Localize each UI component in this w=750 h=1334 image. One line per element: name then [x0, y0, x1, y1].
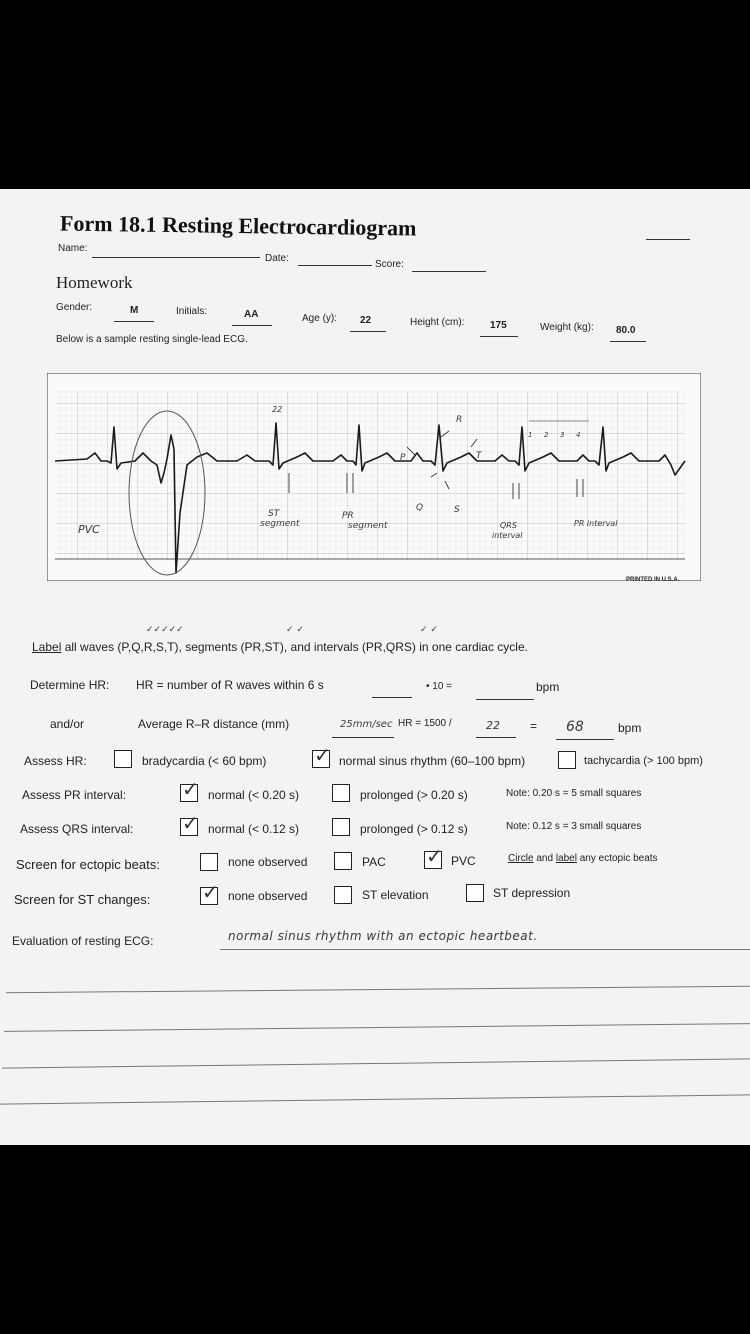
height-value[interactable]: 175 [490, 320, 507, 331]
initials-line [232, 325, 272, 326]
assess-hr-label: Assess HR: [24, 754, 87, 768]
pr-note: Note: 0.20 s = 5 small squares [506, 788, 642, 799]
checkmark-icon: ✓ [426, 844, 443, 868]
ecg-annot-n1: 1 [528, 431, 533, 439]
pr-prolonged-checkbox[interactable] [332, 784, 350, 802]
bradycardia-label: bradycardia (< 60 bpm) [142, 754, 267, 768]
weight-line [610, 341, 646, 342]
ecg-annot-r: R [456, 415, 463, 425]
st-depression-checkbox[interactable] [466, 884, 484, 902]
qrs-prolonged-label: prolonged (> 0.12 s) [360, 822, 468, 836]
rr-distance-value[interactable]: 25mm/sec [340, 719, 393, 730]
worksheet-page [0, 189, 750, 1145]
evaluation-line-5 [0, 1094, 750, 1104]
checkmark-icon: ✓ [314, 743, 331, 767]
ecg-annot-pvc: PVC [78, 523, 100, 536]
tachycardia-label: tachycardia (> 100 bpm) [584, 755, 703, 767]
date-label: Date: [265, 253, 289, 264]
rr-line [332, 737, 394, 738]
label-instructions [32, 640, 528, 654]
printed-in-usa: PRINTED IN U.S.A. [626, 577, 680, 583]
tick-marks-intervals: ✓ ✓ [420, 625, 438, 635]
ectopic-note-text: any ectopic beats [579, 853, 658, 864]
age-line [350, 331, 386, 332]
tick-marks-waves: ✓✓✓✓✓ [146, 625, 184, 635]
times-10: • 10 = [426, 681, 453, 692]
score-label: Score: [375, 259, 404, 270]
ecg-annot-pr-segment: segment [348, 521, 388, 531]
checkmark-icon: ✓ [182, 777, 199, 801]
hr-result-value[interactable]: 68 [566, 719, 584, 735]
ectopic-label: Screen for ectopic beats: [16, 857, 160, 872]
evaluation-label: Evaluation of resting ECG: [12, 934, 154, 948]
st-none-checkbox[interactable] [200, 880, 219, 905]
label-instructions-text: all waves (P,Q,R,S,T), segments (PR,ST), and intervals (PR,QRS) in one cardiac cycle. [64, 640, 528, 654]
hr-1500: HR = 1500 / [398, 718, 452, 729]
score-line[interactable] [412, 271, 486, 272]
determine-hr-label: Determine HR: [30, 678, 110, 692]
name-label: Name: [58, 243, 88, 254]
hr-result-line-2 [556, 739, 614, 740]
and-or: and/or [50, 717, 85, 731]
bpm-label-2: bpm [618, 721, 642, 735]
st-label: Screen for ST changes: [14, 892, 151, 907]
ecg-annot-n4: 4 [576, 431, 581, 439]
divisor-value[interactable]: 22 [486, 719, 500, 732]
name-line[interactable] [92, 257, 260, 258]
hr-formula: HR = number of R waves within 6 s [136, 678, 324, 692]
qrs-note: Note: 0.12 s = 3 small squares [506, 821, 642, 832]
r-count-line[interactable] [372, 697, 412, 698]
gender-line [114, 321, 154, 322]
initials-value[interactable]: AA [244, 309, 259, 320]
initials-label: Initials: [176, 306, 208, 317]
evaluation-line-1 [220, 949, 750, 950]
qrs-normal-label: normal (< 0.12 s) [208, 822, 300, 836]
normal-sinus-label: normal sinus rhythm (60–100 bpm) [339, 754, 526, 768]
homework-heading: Homework [56, 273, 133, 292]
tick-marks-segments: ✓ ✓ [286, 625, 304, 635]
evaluation-line-4 [2, 1058, 750, 1068]
divisor-line [476, 737, 516, 738]
ecg-annot-22: 22 [272, 405, 283, 414]
qrs-normal-checkbox[interactable] [180, 811, 199, 836]
age-value[interactable]: 22 [360, 315, 372, 326]
ecg-annot-p: P [400, 453, 406, 463]
equals-sign: = [530, 719, 538, 733]
pvc-label: PVC [451, 854, 476, 868]
ecg-annot-pr: PR [342, 511, 354, 521]
ecg-annot-qrs-interval: interval [492, 531, 523, 540]
evaluation-text[interactable]: normal sinus rhythm with an ectopic heartbeat. [228, 929, 538, 943]
gender-value[interactable]: M [130, 305, 139, 316]
date-line[interactable] [298, 265, 372, 266]
assess-pr-label: Assess PR interval: [22, 788, 127, 802]
ectopic-none-label: none observed [228, 855, 308, 869]
ecg-annot-st-segment: segment [260, 519, 300, 529]
label-word: Label [32, 640, 62, 654]
st-elevation-checkbox[interactable] [334, 886, 352, 904]
label-word-2: label [555, 853, 577, 864]
form-title: Form 18.1 Resting Electrocardiogram [59, 210, 417, 241]
ecg-annot-q: Q [416, 503, 424, 513]
bpm-label-1: bpm [536, 680, 560, 694]
ecg-annot-n3: 3 [560, 431, 565, 439]
ecg-strip [47, 373, 701, 581]
height-line [480, 336, 518, 337]
ectopic-note [508, 853, 658, 864]
st-none-label: none observed [228, 889, 308, 903]
checkmark-icon: ✓ [182, 811, 199, 835]
assess-qrs-label: Assess QRS interval: [20, 822, 134, 836]
ecg-annot-t: T [476, 451, 482, 461]
pvc-checkbox[interactable] [424, 844, 443, 869]
pr-normal-checkbox[interactable] [180, 777, 199, 802]
qrs-prolonged-checkbox[interactable] [332, 818, 350, 836]
pac-checkbox[interactable] [334, 852, 352, 870]
normal-sinus-checkbox[interactable] [312, 743, 331, 768]
ecg-annot-s: S [454, 505, 460, 515]
st-elevation-label: ST elevation [362, 888, 429, 902]
bradycardia-checkbox[interactable] [114, 750, 132, 768]
ecg-annot-qrs: QRS [500, 521, 517, 530]
gender-label: Gender: [56, 302, 93, 313]
age-label: Age (y): [302, 313, 338, 324]
tachycardia-checkbox[interactable] [558, 751, 576, 769]
header-rule [646, 239, 690, 240]
and-word: and [536, 853, 554, 864]
ectopic-none-checkbox[interactable] [200, 853, 218, 871]
circle-word: Circle [508, 853, 534, 864]
evaluation-line-3 [4, 1023, 750, 1032]
ecg-annot-pr-interval: PR interval [574, 519, 618, 528]
height-label: Height (cm): [410, 317, 465, 328]
weight-label: Weight (kg): [540, 322, 594, 333]
pr-prolonged-label: prolonged (> 0.20 s) [360, 788, 468, 802]
evaluation-line-2 [6, 986, 750, 993]
checkmark-icon: ✓ [202, 880, 219, 904]
ecg-grid [55, 391, 685, 559]
weight-value[interactable]: 80.0 [616, 325, 636, 336]
sample-ecg-caption: Below is a sample resting single-lead ECG. [56, 334, 248, 345]
ecg-annot-st: ST [268, 509, 280, 519]
pac-label: PAC [362, 855, 386, 869]
rr-distance-label: Average R–R distance (mm) [138, 717, 290, 731]
ecg-annot-n2: 2 [544, 431, 549, 439]
pr-normal-label: normal (< 0.20 s) [208, 788, 300, 802]
hr-result-line-1[interactable] [476, 699, 534, 700]
st-depression-label: ST depression [493, 886, 571, 900]
